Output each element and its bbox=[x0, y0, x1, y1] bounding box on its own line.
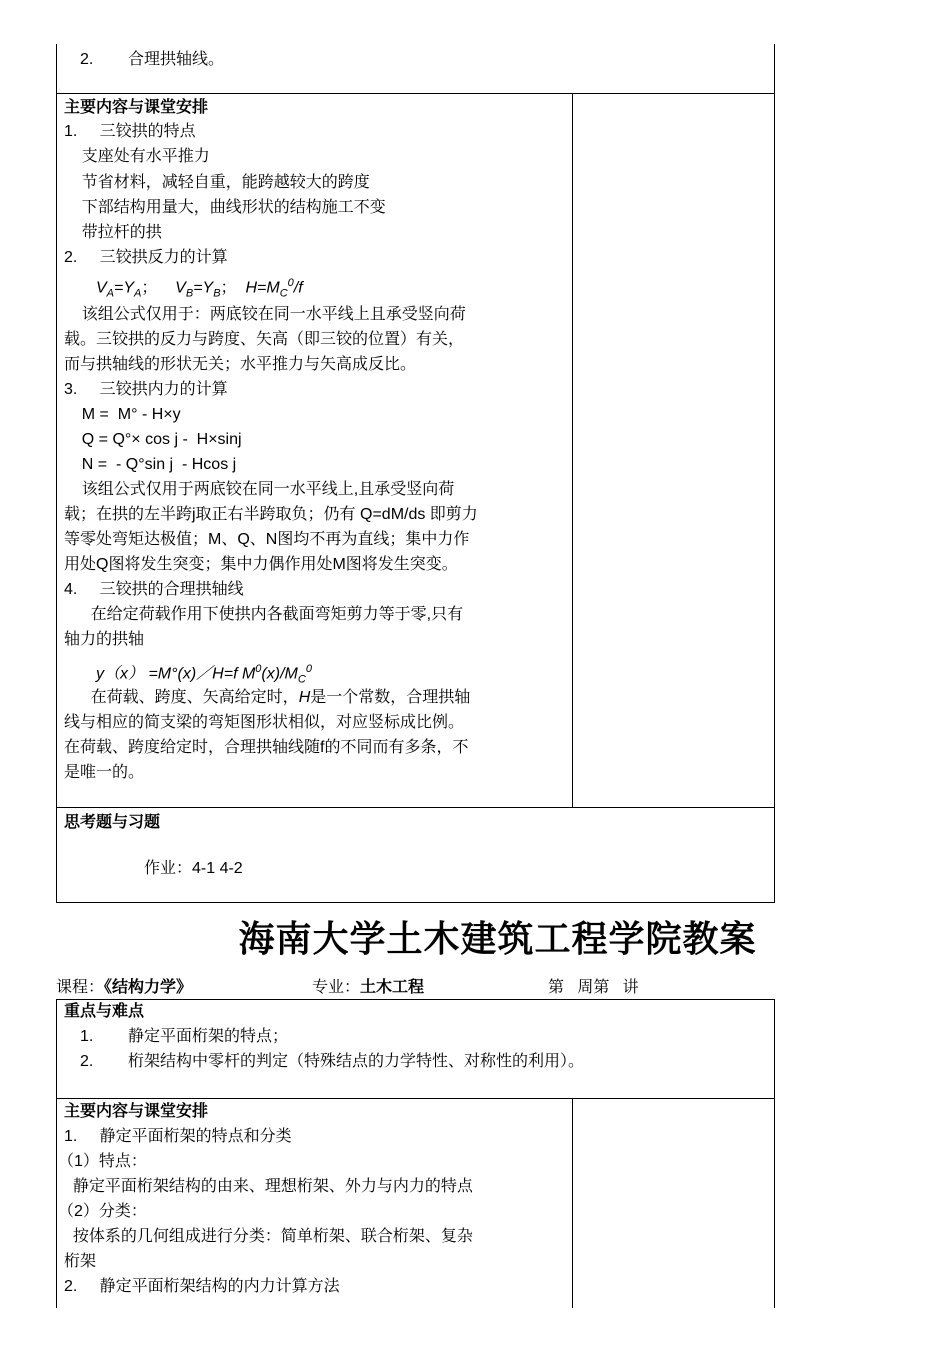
content2-line: （2）分类： bbox=[58, 1203, 147, 1220]
content1-line: 而与拱轴线的形状无关；水平推力与矢高成反比。 bbox=[64, 356, 417, 373]
content1-line: M = M° - H×y bbox=[64, 406, 181, 423]
homework-text: 作业：4-1 4-2 bbox=[144, 860, 243, 877]
content2-line: 2. 静定平面桁架结构的内力计算方法 bbox=[64, 1278, 340, 1295]
course-value: 《结构力学》 bbox=[104, 979, 193, 996]
course-row bbox=[56, 976, 775, 1000]
exercise-box bbox=[56, 807, 775, 903]
content2-line: 1. 静定平面桁架的特点和分类 bbox=[64, 1128, 292, 1145]
content1-line: 该组公式仅用于：两底铰在同一水平线上且承受竖向荷 bbox=[64, 306, 466, 323]
key-points-heading: 重点与难点 bbox=[64, 1003, 145, 1020]
content1-line: 线与相应的简支梁的弯矩图形状相似，对应竖标成比例。 bbox=[64, 714, 465, 731]
key-point-item: 2. 桁架结构中零杆的判定（特殊结点的力学特性、对称性的利用）。 bbox=[80, 1053, 585, 1070]
content2-line: （1）特点： bbox=[58, 1153, 147, 1170]
course-label: 课程： bbox=[56, 979, 105, 996]
content2-left-border bbox=[56, 1098, 57, 1308]
content2-top-border bbox=[56, 1098, 775, 1099]
content1-line: 3. 三铰拱内力的计算 bbox=[64, 381, 228, 398]
content1-line: 下部结构用量大，曲线形状的结构施工不变 bbox=[64, 199, 386, 216]
content2-right-border bbox=[774, 1098, 775, 1308]
major-value: 土木工程 bbox=[360, 979, 425, 996]
major-field bbox=[312, 976, 424, 1000]
content1-divider bbox=[572, 93, 573, 808]
content2-heading: 主要内容与课堂安排 bbox=[64, 1103, 209, 1120]
carry-item-text: 合理拱轴线。 bbox=[128, 51, 225, 68]
content1-line: 该组公式仅用于两底铰在同一水平线上,且承受竖向荷 bbox=[64, 481, 455, 498]
content2-line: 桁架 bbox=[64, 1253, 97, 1270]
major-label: 专业： bbox=[312, 979, 361, 996]
week-field: 第 周第 讲 bbox=[548, 979, 639, 996]
top-left-border bbox=[56, 44, 57, 94]
content1-line: 节省材料，减轻自重，能跨越较大的跨度 bbox=[64, 174, 370, 191]
content1-line: Q = Q°× cos j - H×sinj bbox=[64, 431, 242, 448]
key-points-box bbox=[56, 999, 775, 1099]
top-right-border bbox=[774, 44, 775, 94]
content1-line: 带拉杆的拱 bbox=[64, 224, 162, 241]
content1-line: 2. 三铰拱反力的计算 bbox=[64, 249, 228, 266]
content1-line: 在荷载、跨度给定时，合理拱轴线随f的不同而有多条，不 bbox=[64, 739, 469, 756]
content1-line: 在给定荷载作用下使拱内各截面弯矩剪力等于零,只有 bbox=[64, 606, 464, 623]
content1-line: 是唯一的。 bbox=[64, 764, 145, 781]
content1-line: 4. 三铰拱的合理拱轴线 bbox=[64, 581, 244, 598]
key-point-item: 1. 静定平面桁架的特点； bbox=[80, 1028, 289, 1045]
carry-item: 2. 合理拱轴线。 bbox=[80, 51, 225, 68]
content1-line: 轴力的拱轴 bbox=[64, 631, 145, 648]
content1-line: 支座处有水平推力 bbox=[64, 148, 210, 165]
content1-line: 在荷载、跨度、矢高给定时，H是一个常数，合理拱轴 bbox=[64, 689, 471, 706]
content2-line: 按体系的几何组成进行分类：简单桁架、联合桁架、复杂 bbox=[64, 1228, 473, 1245]
content1-heading: 主要内容与课堂安排 bbox=[64, 99, 209, 116]
content1-line: 用处Q图将发生突变；集中力偶作用处M图将发生突变。 bbox=[64, 556, 458, 573]
content2-divider bbox=[572, 1098, 573, 1308]
content1-line: 载；在拱的左半跨j取正右半跨取负；仍有 Q=dM/ds 即剪力 bbox=[64, 506, 478, 523]
arch-axis-formula: y（x） =M°(x)／H=f $M^0(x)/M_C^0$ bbox=[96, 663, 312, 686]
content1-line: 等零处弯矩达极值；M、Q、N图均不再为直线；集中力作 bbox=[64, 531, 470, 548]
page-title: 海南大学土木建筑工程学院教案 bbox=[238, 918, 757, 959]
content1-line: 载。三铰拱的反力与跨度、矢高（即三铰的位置）有关， bbox=[64, 331, 465, 348]
content1-line: 1. 三铰拱的特点 bbox=[64, 123, 196, 140]
reaction-formula: $V_A=Y_A$； $V_B=Y_B$； $H=M_C^0/f$ bbox=[96, 277, 303, 300]
content1-line: N = - Q°sin j - Hcos j bbox=[64, 456, 237, 473]
exercise-heading: 思考题与习题 bbox=[64, 814, 161, 831]
content2-line: 静定平面桁架结构的由来、理想桁架、外力与内力的特点 bbox=[64, 1178, 473, 1195]
